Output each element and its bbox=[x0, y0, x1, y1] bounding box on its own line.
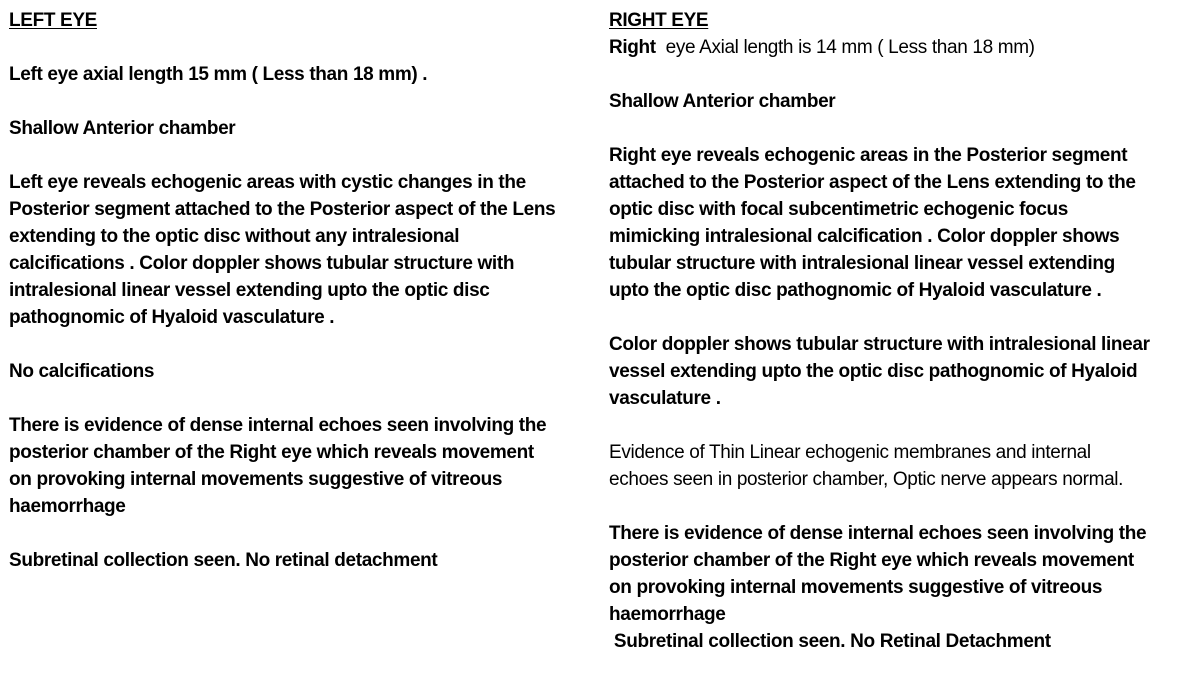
text-line: posterior chamber of the Right eye which reveals movement bbox=[609, 550, 1134, 571]
text-line: There is evidence of dense internal echoes seen involving the bbox=[9, 415, 547, 436]
spacer bbox=[9, 520, 599, 547]
text-line: extending to the optic disc without any intralesional bbox=[9, 226, 460, 247]
left-echogenic-findings bbox=[9, 169, 599, 331]
text-line: haemorrhage bbox=[609, 604, 726, 625]
left-no-calcifications: No calcifications bbox=[9, 361, 155, 382]
spacer bbox=[609, 61, 1199, 88]
right-echogenic-findings bbox=[609, 142, 1199, 304]
right-eye-column bbox=[609, 7, 1199, 655]
text-line: calcifications . Color doppler shows tubular structure with bbox=[9, 253, 515, 274]
spacer bbox=[9, 88, 599, 115]
text-line: Left eye reveals echogenic areas with cystic changes in the bbox=[9, 172, 526, 193]
text-line: Evidence of Thin Linear echogenic membranes and internal bbox=[609, 442, 1091, 463]
left-vitreous-haemorrhage bbox=[9, 412, 599, 520]
left-axial-length: Left eye axial length 15 mm ( Less than 18 mm) . bbox=[9, 64, 428, 85]
text-line: Color doppler shows tubular structure with intralesional linear bbox=[609, 334, 1150, 355]
text-line: attached to the Posterior aspect of the Lens extending to the bbox=[609, 172, 1136, 193]
right-axial-length bbox=[609, 34, 1199, 61]
text-line: haemorrhage bbox=[9, 496, 126, 517]
spacer bbox=[9, 34, 599, 61]
right-axial-prefix: Right bbox=[609, 37, 656, 58]
spacer bbox=[9, 142, 599, 169]
left-anterior-chamber: Shallow Anterior chamber bbox=[9, 118, 236, 139]
text-line: posterior chamber of the Right eye which reveals movement bbox=[9, 442, 534, 463]
spacer bbox=[609, 412, 1199, 439]
right-vitreous-haemorrhage bbox=[609, 520, 1199, 628]
spacer bbox=[9, 331, 599, 358]
spacer bbox=[609, 115, 1199, 142]
right-membranes bbox=[609, 439, 1199, 493]
right-axial-rest: eye Axial length is 14 mm ( Less than 18 mm) bbox=[655, 37, 1035, 58]
right-subretinal-collection: Subretinal collection seen. No Retinal Detachment bbox=[609, 631, 1051, 652]
right-eye-heading: RIGHT EYE bbox=[609, 10, 709, 31]
text-line: pathognomic of Hyaloid vasculature . bbox=[9, 307, 335, 328]
left-eye-heading: LEFT EYE bbox=[9, 10, 97, 31]
text-line: There is evidence of dense internal echoes seen involving the bbox=[609, 523, 1147, 544]
text-line: on provoking internal movements suggestive of vitreous bbox=[609, 577, 1103, 598]
text-line: mimicking intralesional calcification . Color doppler shows bbox=[609, 226, 1120, 247]
left-subretinal-collection: Subretinal collection seen. No retinal detachment bbox=[9, 550, 438, 571]
text-line: tubular structure with intralesional linear vessel extending bbox=[609, 253, 1115, 274]
text-line: optic disc with focal subcentimetric echogenic focus bbox=[609, 199, 1069, 220]
text-line: vessel extending upto the optic disc pathognomic of Hyaloid bbox=[609, 361, 1138, 382]
right-color-doppler bbox=[609, 331, 1199, 412]
spacer bbox=[609, 304, 1199, 331]
text-line: intralesional linear vessel extending upto the optic disc bbox=[9, 280, 490, 301]
left-eye-column bbox=[9, 7, 599, 574]
text-line: Right eye reveals echogenic areas in the Posterior segment bbox=[609, 145, 1128, 166]
spacer bbox=[609, 493, 1199, 520]
text-line: echoes seen in posterior chamber, Optic nerve appears normal. bbox=[609, 469, 1124, 490]
text-line: on provoking internal movements suggestive of vitreous bbox=[9, 469, 503, 490]
spacer bbox=[9, 385, 599, 412]
right-anterior-chamber: Shallow Anterior chamber bbox=[609, 91, 836, 112]
text-line: Posterior segment attached to the Posterior aspect of the Lens bbox=[9, 199, 556, 220]
text-line: upto the optic disc pathognomic of Hyaloid vasculature . bbox=[609, 280, 1102, 301]
text-line: vasculature . bbox=[609, 388, 721, 409]
